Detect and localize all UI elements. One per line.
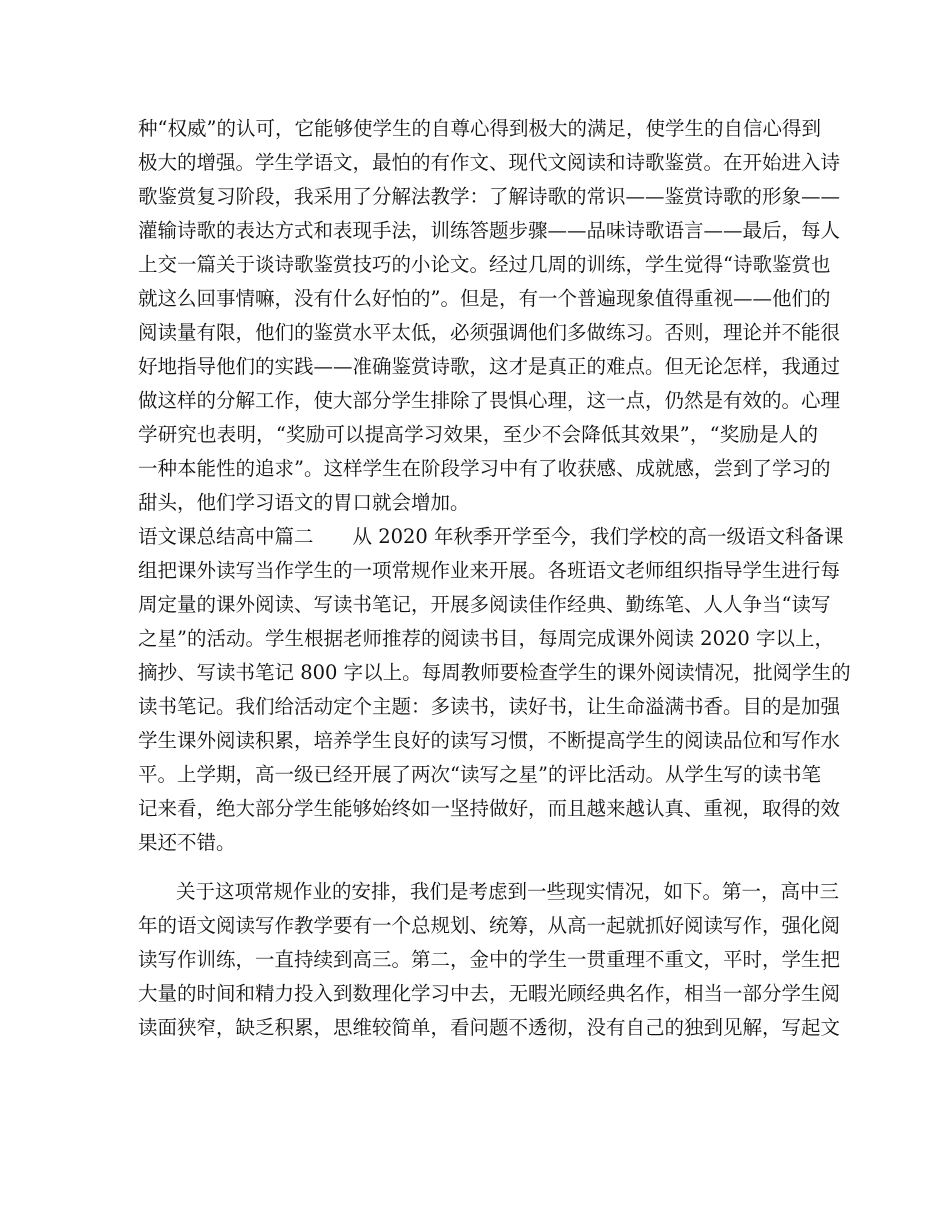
text-line: 果还不错。 — [138, 831, 236, 854]
text-line: 一种本能性的追求”。这样学生在阶段学习中有了收获感、成就感，尝到了学习的 — [138, 457, 831, 480]
text-line: 组把课外读写当作学生的一项常规作业来开展。各班语文老师组织指导学生进行每 — [138, 559, 841, 582]
text-line: 极大的增强。学生学语文，最怕的有作文、现代文阅读和诗歌鉴赏。在开始进入诗 — [138, 151, 841, 174]
text-line: 种“权威”的认可，它能够使学生的自尊心得到极大的满足，使学生的自信心得到 — [138, 117, 821, 140]
text-line: 之星”的活动。学生根据老师推荐的阅读书目，每周完成课外阅读 2020 字以上， — [138, 627, 834, 650]
text-line: 读写作训练，一直持续到高三。第二，金中的学生一贯重理不重文，平时，学生把 — [138, 948, 841, 971]
text-line: 读面狭窄，缺乏积累，思维较简单，看问题不透彻，没有自己的独到见解，写起文 — [138, 1016, 841, 1039]
text-line: 关于这项常规作业的安排，我们是考虑到一些现实情况，如下。第一，高中三 — [176, 880, 840, 903]
text-line: 记来看，绝大部分学生能够始终如一坚持做好，而且越来越认真、重视，取得的效 — [138, 797, 841, 820]
text-line: 平。上学期，高一级已经开展了两次“读写之星”的评比活动。从学生写的读书笔 — [138, 763, 821, 786]
text-line: 学生课外阅读积累，培养学生良好的读写习惯，不断提高学生的阅读品位和写作水 — [138, 729, 841, 752]
text-line: 摘抄、写读书笔记 800 字以上。每周教师要检查学生的课外阅读情况，批阅学生的 — [138, 661, 851, 684]
text-line: 做这样的分解工作，使大部分学生排除了畏惧心理，这一点，仍然是有效的。心理 — [138, 389, 841, 412]
text-line: 学研究也表明，“奖励可以提高学习效果，至少不会降低其效果”，“奖励是人的 — [138, 423, 818, 446]
text-line: 就这么回事情嘛，没有什么好怕的”。但是，有一个普遍现象值得重视——他们的 — [138, 287, 831, 310]
text-line: 好地指导他们的实践——准确鉴赏诗歌，这才是真正的难点。但无论怎样，我通过 — [138, 355, 841, 378]
text-line: 灌输诗歌的表达方式和表现手法，训练答题步骤——品味诗歌语言——最后，每人 — [138, 219, 841, 242]
text-line: 大量的时间和精力投入到数理化学习中去，无暇光顾经典名作，相当一部分学生阅 — [138, 982, 841, 1005]
text-line: 阅读量有限，他们的鉴赏水平太低，必须强调他们多做练习。否则，理论并不能很 — [138, 321, 841, 344]
text-line: 周定量的课外阅读、写读书笔记，开展多阅读佳作经典、勤练笔、人人争当“读写 — [138, 593, 831, 616]
text-line: 上交一篇关于谈诗歌鉴赏技巧的小论文。经过几周的训练，学生觉得“诗歌鉴赏也 — [138, 253, 831, 276]
section-heading-line: 语文课总结高中篇二 从 2020 年秋季开学至今，我们学校的高一级语文科备课 — [138, 525, 844, 548]
text-line: 甜头，他们学习语文的胃口就会增加。 — [138, 491, 470, 514]
text-line: 读书笔记。我们给活动定个主题：多读书，读好书，让生命溢满书香。目的是加强 — [138, 695, 841, 718]
text-line: 歌鉴赏复习阶段，我采用了分解法教学：了解诗歌的常识——鉴赏诗歌的形象—— — [138, 185, 841, 208]
text-line: 年的语文阅读写作教学要有一个总规划、统筹，从高一起就抓好阅读写作，强化阅 — [138, 914, 841, 937]
